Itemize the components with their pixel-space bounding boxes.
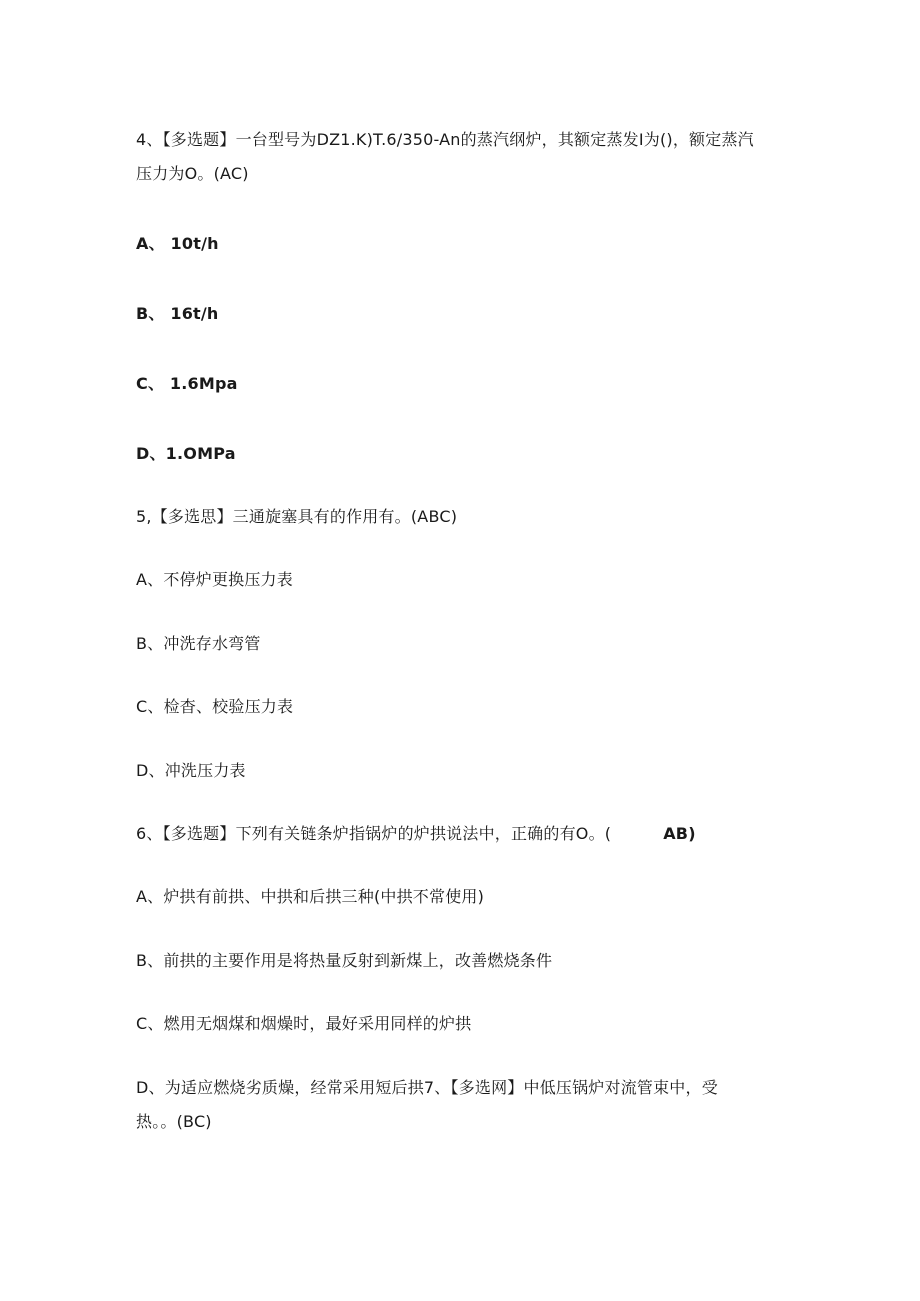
question-4-stem-line-2: 压力为O。(AC) (136, 164, 249, 183)
question-6-stem-text: 6、【多选题】下列有关链条炉指锅炉的炉拱说法中，正确的有O。( (136, 824, 612, 843)
question-4-option-b: B、 16t/h (136, 304, 219, 323)
question-6-answer: AB) (663, 824, 696, 843)
question-6-option-d: D、为适应燃烧劣质燥，经常采用短后拱7、【多选网】中低压锅炉对流管束中，受 (136, 1078, 718, 1097)
question-5-stem: 5,【多选思】三通旋塞具有的作用有。(ABC) (136, 507, 458, 526)
question-5-option-b: B、冲洗存水弯管 (136, 634, 261, 653)
question-7-tail: 热。。(BC) (136, 1112, 212, 1131)
question-6-option-a: A、炉拱有前拱、中拱和后拱三种(中拱不常使用) (136, 887, 485, 906)
question-4-stem-line-1: 4、【多选题】一台型号为DZ1.K)T.6/350-An的蒸汽纲炉，其额定蒸发I为()，额定蒸汽 (136, 130, 754, 149)
question-6-option-b: B、前拱的主要作用是将热量反射到新煤上，改善燃烧条件 (136, 951, 553, 970)
question-5-option-a: A、不停炉更换压力表 (136, 570, 293, 589)
question-4-option-d: D、1.OMPa (136, 444, 236, 463)
question-6-stem (136, 824, 696, 844)
question-5-option-d: D、冲洗压力表 (136, 761, 246, 780)
question-5-option-c: C、检杳、校验压力表 (136, 697, 294, 716)
question-4-option-c: C、 1.6Mpa (136, 374, 238, 393)
question-4-option-a: A、 10t/h (136, 234, 219, 253)
question-6-option-c: C、燃用无烟煤和烟燥时，最好采用同样的炉拱 (136, 1014, 472, 1033)
